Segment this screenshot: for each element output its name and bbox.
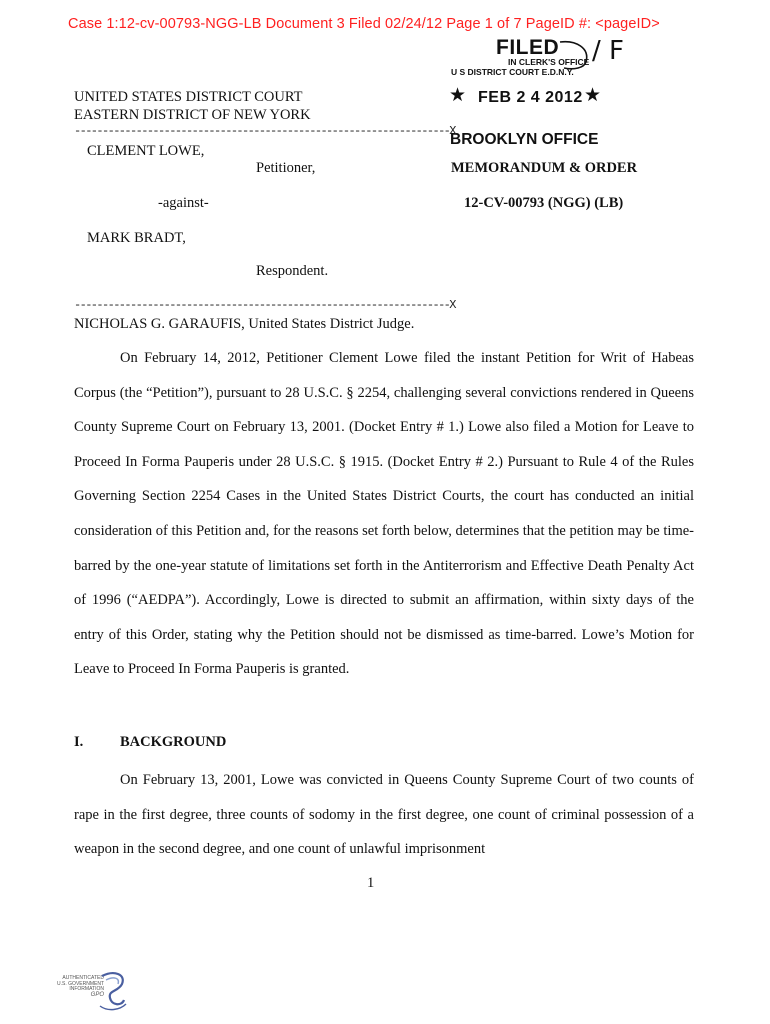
page-number: 1 <box>367 875 375 891</box>
filed-stamp-star-left: ★ <box>449 85 467 106</box>
filed-stamp-title: FILED <box>496 36 560 59</box>
gpo-line-4: GPO <box>90 991 104 998</box>
gpo-line-2: U.S. GOVERNMENT <box>57 980 104 987</box>
filed-stamp-brooklyn: BROOKLYN OFFICE <box>450 131 599 148</box>
petitioner-role: Petitioner, <box>256 160 316 176</box>
case-number: 12-CV-00793 (NGG) (LB) <box>464 195 624 211</box>
body-paragraph-1: On February 14, 2012, Petitioner Clement Lowe filed the instant Petition for Writ of Habeas Corpus (the “Petition”), pursuant to 28 U.S.C. § 2254, challenging several convictions rendered in Queens County Supreme Court on February 13, 2001. (Docket Entry # 1.) Lowe also filed a Motion for Leave to Proceed In Forma Pauperis under 28 U.S.C. § 1915. (Docket Entry # 2.) Pursuant to Rule 4 of the Rules Governing Section 2254 Cases in the United States District Courts, the court has conducted an initial consideration of this Petition and, for the reasons set forth below, determines that the petition may be time-barred by the one-year statute of limitations set forth in the Antiterrorism and Effective Death Penalty Act of 1996 (“AEDPA”). Accordingly, Lowe is directed to submit an affirmation, within sixty days of the entry of this Order, stating why the Petition should not be dismissed as time-barred. Lowe’s Motion for Leave to Proceed In Forma Pauperis is granted. <box>74 350 694 678</box>
filed-stamp-star-right: ★ <box>584 85 602 106</box>
filed-stamp-date: FEB 2 4 2012 <box>478 89 583 106</box>
gpo-line-3: INFORMATION <box>69 986 104 992</box>
caption-rule-bottom: -------------------------------------------------------------------X <box>74 298 455 312</box>
body-paragraph-2-container <box>74 763 694 867</box>
section-title: BACKGROUND <box>120 734 227 750</box>
court-name: UNITED STATES DISTRICT COURT <box>74 89 303 105</box>
against-label: -against- <box>158 195 209 211</box>
respondent-role: Respondent. <box>256 263 329 279</box>
gpo-eagle-icon <box>96 970 130 1012</box>
filed-stamp-clerks-office: IN CLERK'S OFFICE <box>508 57 590 67</box>
body-paragraph-1-container <box>74 341 694 687</box>
gpo-line-1: AUTHENTICATED <box>62 975 104 981</box>
body-paragraph-2: On February 13, 2001, Lowe was convicted in Queens County Supreme Court of two counts of rape in the first degree, three counts of sodomy in the first degree, one count of criminal possession of a weapon in the second degree, and one count of unlawful imprisonment <box>74 772 694 858</box>
court-district: EASTERN DISTRICT OF NEW YORK <box>74 107 311 123</box>
petitioner-name: CLEMENT LOWE, <box>87 143 205 159</box>
filed-stamp-initials: / F <box>592 36 624 66</box>
judge-line: NICHOLAS G. GARAUFIS, United States District Judge. <box>74 316 415 332</box>
respondent-name: MARK BRADT, <box>87 230 186 246</box>
document-type: MEMORANDUM & ORDER <box>451 160 638 176</box>
section-number: I. <box>74 734 84 750</box>
filed-stamp-district-court: U S DISTRICT COURT E.D.N.Y. <box>451 67 574 77</box>
ecf-header: Case 1:12-cv-00793-NGG-LB Document 3 Filed 02/24/12 Page 1 of 7 PageID #: <pageID> <box>68 16 660 32</box>
caption-rule-top: -------------------------------------------------------------------X <box>74 124 455 138</box>
